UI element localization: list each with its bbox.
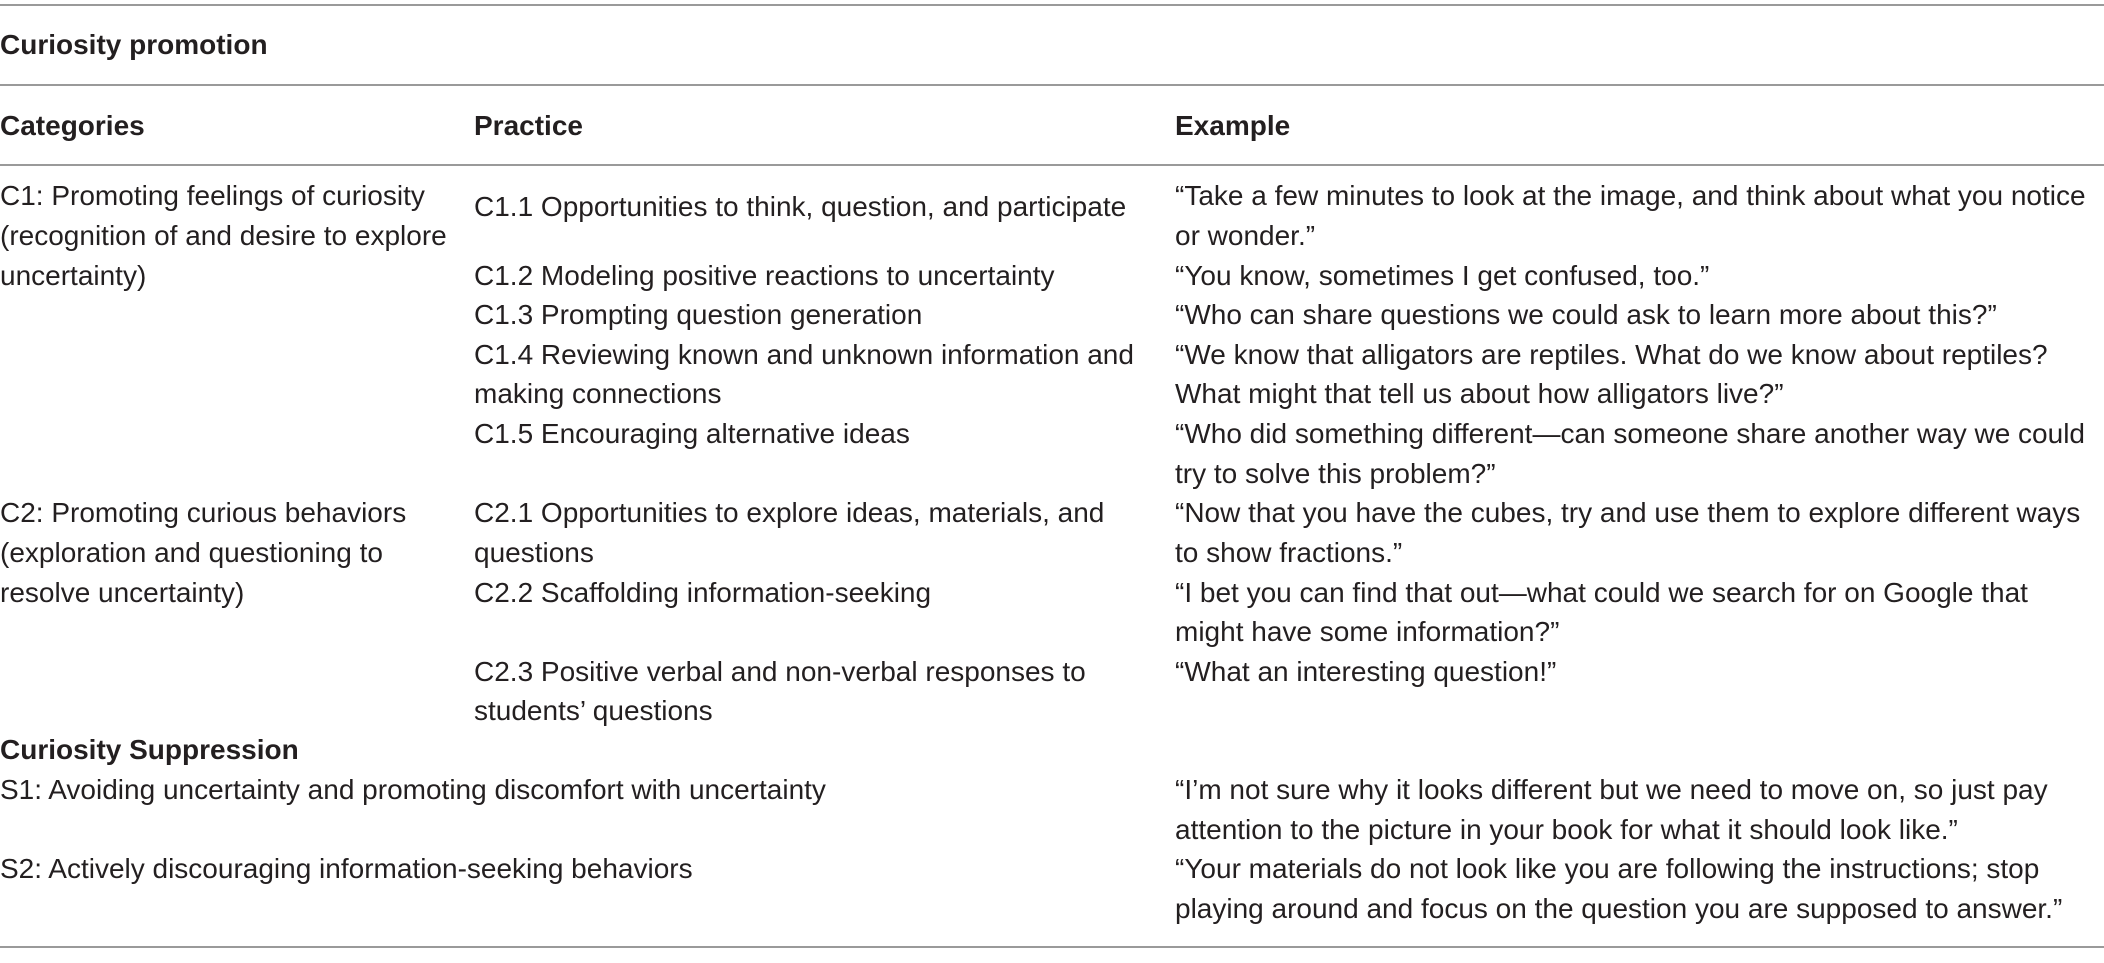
example-c2-1-line-2: to show fractions.”: [1175, 537, 1403, 568]
example-c2-1-line-1: “Now that you have the cubes, try and use them to explore different ways: [1175, 497, 2081, 528]
example-s2-line-2: playing around and focus on the question you are supposed to answer.”: [1175, 893, 2063, 924]
category-c1-line-1: C1: Promoting feelings of curiosity: [0, 180, 425, 211]
practice-c2-3-line-1: C2.3 Positive verbal and non-verbal responses to: [474, 656, 1086, 687]
practice-c2-3-line-2: students’ questions: [474, 695, 713, 726]
table-bottom-rule: [0, 946, 2104, 948]
example-c1-5-line-2: try to solve this problem?”: [1175, 458, 1496, 489]
example-c2-3: “What an interesting question!”: [1175, 656, 1557, 687]
example-c1-2: “You know, sometimes I get confused, too.”: [1175, 260, 1710, 291]
example-s1-line-1: “I’m not sure why it looks different but we need to move on, so just pay: [1175, 774, 2048, 805]
practice-c1-3: C1.3 Prompting question generation: [474, 299, 923, 330]
table-top-rule: [0, 4, 2104, 6]
practice-c1-4-line-2: making connections: [474, 378, 722, 409]
category-s2: S2: Actively discouraging information-seeking behaviors: [0, 853, 693, 884]
header-top-rule: [0, 84, 2104, 86]
category-c2-line-1: C2: Promoting curious behaviors: [0, 497, 407, 528]
category-c2-line-2: (exploration and questioning to: [0, 537, 383, 568]
category-c1-line-2: (recognition of and desire to explore: [0, 220, 447, 251]
section-title-promotion: Curiosity promotion: [0, 29, 268, 60]
header-example: Example: [1175, 110, 1291, 141]
practice-c1-1: C1.1 Opportunities to think, question, and participate: [474, 191, 1127, 222]
example-s2-line-1: “Your materials do not look like you are following the instructions; stop: [1175, 853, 2040, 884]
section-title-suppression: Curiosity Suppression: [0, 734, 299, 765]
example-c2-2-line-2: might have some information?”: [1175, 616, 1560, 647]
example-c1-1-line-1: “Take a few minutes to look at the image, and think about what you notice: [1175, 180, 2086, 211]
category-c2-line-3: resolve uncertainty): [0, 577, 245, 608]
example-s1-line-2: attention to the picture in your book for what it should look like.”: [1175, 814, 1958, 845]
practice-c2-1-line-1: C2.1 Opportunities to explore ideas, materials, and: [474, 497, 1105, 528]
example-c1-4-line-2: What might that tell us about how alligators live?”: [1175, 378, 1784, 409]
header-categories: Categories: [0, 110, 145, 141]
example-c1-5-line-1: “Who did something different—can someone share another way we could: [1175, 418, 2085, 449]
example-c1-1-line-2: or wonder.”: [1175, 220, 1316, 251]
category-s1: S1: Avoiding uncertainty and promoting discomfort with uncertainty: [0, 774, 826, 805]
practice-c1-4-line-1: C1.4 Reviewing known and unknown information and: [474, 339, 1134, 370]
practice-c2-2: C2.2 Scaffolding information-seeking: [474, 577, 932, 608]
practice-c2-1-line-2: questions: [474, 537, 594, 568]
header-practice: Practice: [474, 110, 583, 141]
category-c1-line-3: uncertainty): [0, 260, 147, 291]
example-c1-4-line-1: “We know that alligators are reptiles. What do we know about reptiles?: [1175, 339, 2048, 370]
example-c1-3: “Who can share questions we could ask to learn more about this?”: [1175, 299, 1997, 330]
practice-c1-2: C1.2 Modeling positive reactions to uncertainty: [474, 260, 1055, 291]
example-c2-2-line-1: “I bet you can find that out—what could we search for on Google that: [1175, 577, 2028, 608]
practice-c1-5: C1.5 Encouraging alternative ideas: [474, 418, 910, 449]
header-bottom-rule: [0, 164, 2104, 166]
